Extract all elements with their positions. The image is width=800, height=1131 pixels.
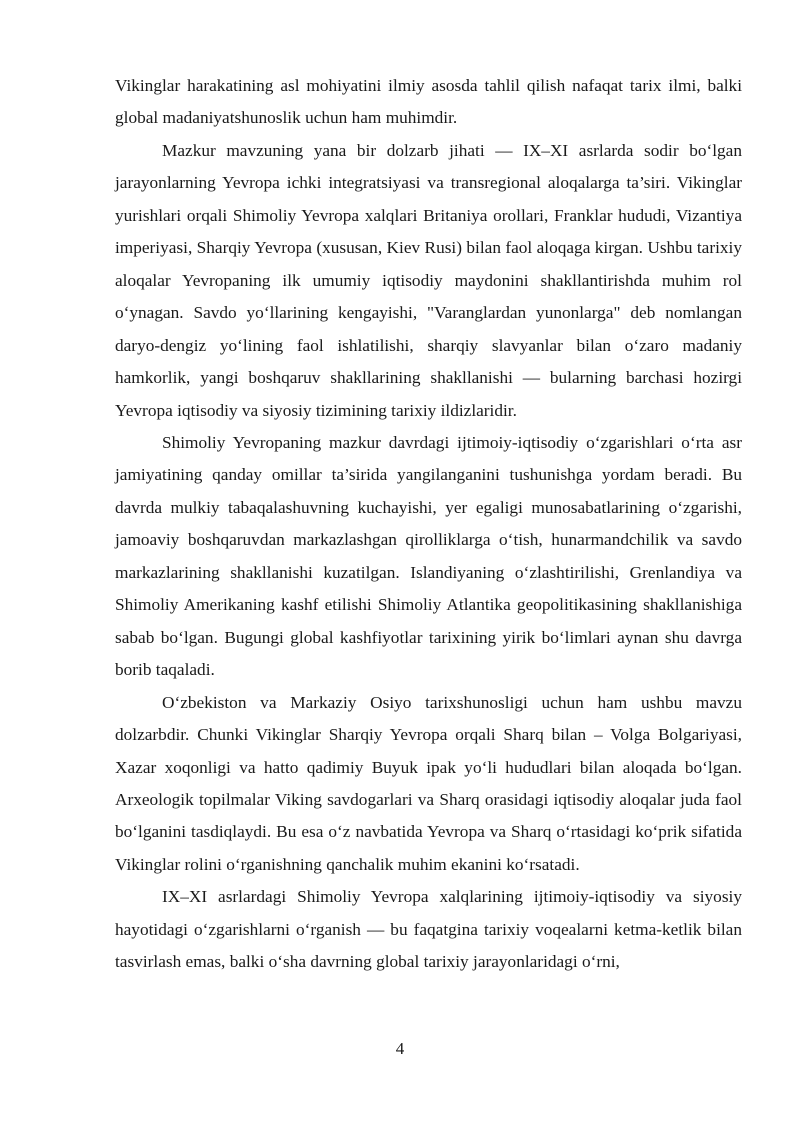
paragraph-5: IX–XI asrlardagi Shimoliy Yevropa xalqlarining ijtimoiy-iqtisodiy va siyosiy hayotidagi o‘zgarishlarni o‘rganish — bu faqatgina tarixiy voqealarni ketma-ketlik bilan tasvirlash emas, balki o‘sha davrning global tarixiy jarayonlaridagi o‘rni, [115, 887, 742, 972]
paragraph-3: Shimoliy Yevropaning mazkur davrdagi ijtimoiy-iqtisodiy o‘zgarishlari o‘rta asr jamiyatining qanday omillar ta’sirida yangilanganini tushunishga yordam beradi. Bu davrda mulkiy tabaqalashuvning kuchayishi, yer egaligi munosabatlarining o‘zgarishi, jamoaviy boshqaruvdan markazlashgan qirolliklarga o‘tish, hunarmandchilik va savdo markazlarining shakllanishi kuzatilgan. Islandiyaning o‘zlashtirilishi, Grenlandiya va Shimoliy Amerikaning kashf etilishi Shimoliy Atlantika geopolitikasining shakllanishiga sabab bo‘lgan. Bugungi global kashfiyotlar tarixining yirik bo‘limlari aynan shu davrga borib taqaladi. [115, 432, 742, 680]
paragraph-1: Vikinglar harakatining asl mohiyatini ilmiy asosda tahlil qilish nafaqat tarix ilmi, balki global madaniyatshunoslik uchun ham muhimdir. [115, 76, 742, 128]
paragraph-4: O‘zbekiston va Markaziy Osiyo tarixshunosligi uchun ham ushbu mavzu dolzarbdir. Chunki Vikinglar Sharqiy Yevropa orqali Sharq bilan – Volga Bolgariyasi, Xazar xoqonligi va hatto qadimiy Buyuk ipak yo‘li hududlari bilan aloqada bo‘lgan. Arxeologik topilmalar Viking savdogarlari va Sharq orasidagi iqtisodiy aloqalar juda faol bo‘lganini tasdiqlaydi. Bu esa o‘z navbatida Yevropa va Sharq o‘rtasidagi ko‘prik sifatida Vikinglar rolini o‘rganishning qanchalik muhim ekanini ko‘rsatadi. [115, 692, 742, 874]
paragraph-2: Mazkur mavzuning yana bir dolzarb jihati — IX–XI asrlarda sodir bo‘lgan jarayonlarning Yevropa ichki integratsiyasi va transregional aloqalarga ta’siri. Vikinglar yurishlari orqali Shimoliy Yevropa xalqlari Britaniya orollari, Franklar hududi, Vizantiya imperiyasi, Sharqiy Yevropa (xususan, Kiev Rusi) bilan faol aloqaga kirgan. Ushbu tarixiy aloqalar Yevropaning ilk umumiy iqtisodiy maydonini shakllantirishda muhim rol o‘ynagan. Savdo yo‘llarining kengayishi, "Varanglardan yunonlarga" deb nomlangan daryo-dengiz yo‘lining faol ishlatilishi, sharqiy slavyanlar bilan o‘zaro madaniy hamkorlik, yangi boshqaruv shakllarining shakllanishi — bularning barchasi hozirgi Yevropa iqtisodiy va siyosiy tizimining tarixiy ildizlaridir. [115, 140, 742, 420]
body-text [115, 70, 742, 979]
page-number: 4 [395, 1039, 405, 1058]
